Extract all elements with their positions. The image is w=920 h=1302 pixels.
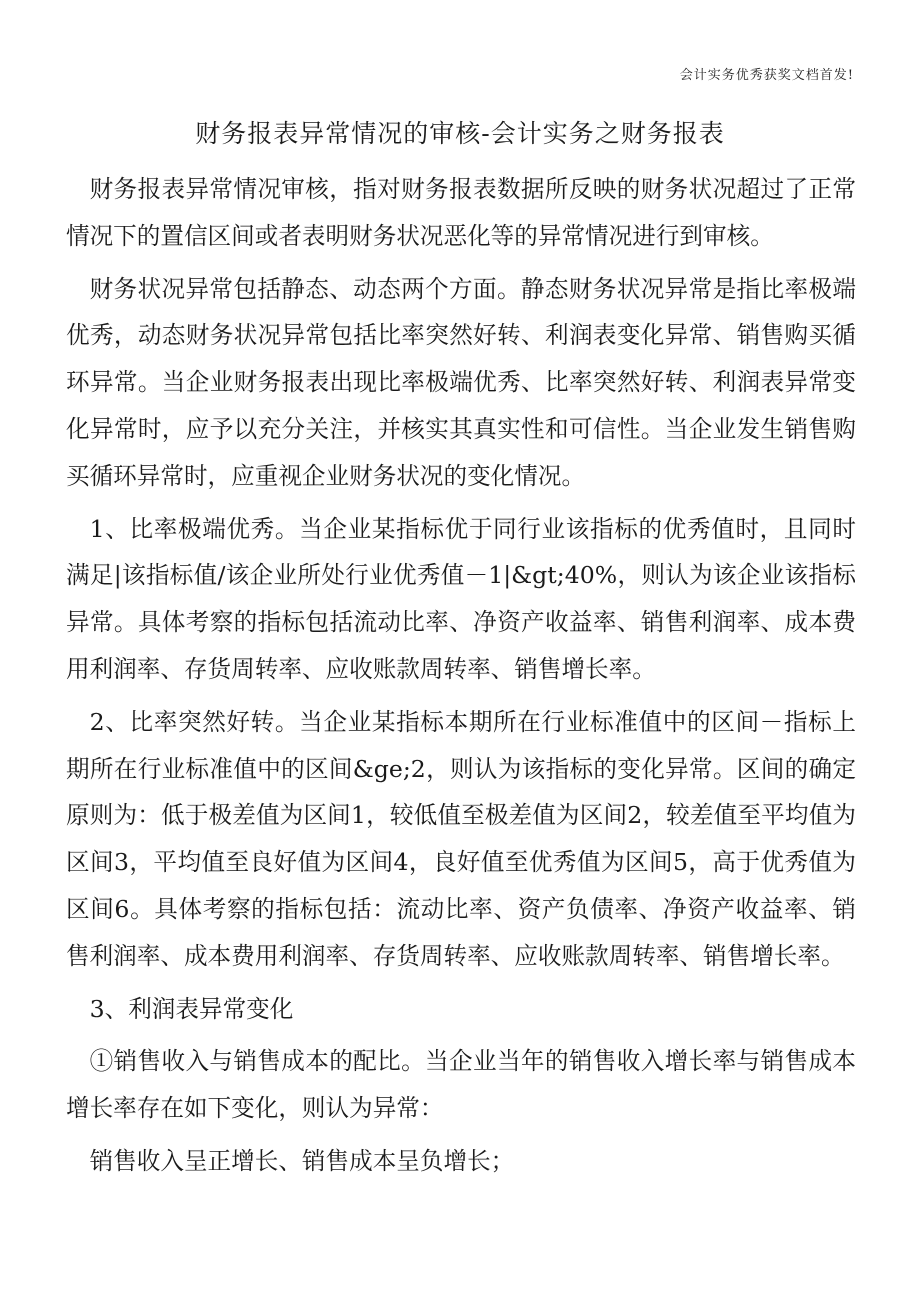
paragraph-intro: 财务报表异常情况审核，指对财务报表数据所反映的财务状况超过了正常情况下的置信区间或者表明财务状况恶化等的异常情况进行到审核。 — [66, 175, 856, 250]
paragraph-overview: 财务状况异常包括静态、动态两个方面。静态财务状况异常是指比率极端优秀，动态财务状况异常包括比率突然好转、利润表变化异常、销售购买循环异常。当企业财务报表出现比率极端优秀、比率突然好转、利润表异常变化异常时，应予以充分关注，并核实其真实性和可信性。当企业发生销售购买循环异常时，应重视企业财务状况的变化情况。 — [66, 274, 856, 490]
header-note: 会计实务优秀获奖文档首发! — [679, 68, 854, 83]
page-title: 财务报表异常情况的审核-会计实务之财务报表 — [195, 119, 725, 148]
paragraph-sales-cost-match: ①销售收入与销售成本的配比。当企业当年的销售收入增长率与销售成本增长率存在如下变化，则认为异常： — [66, 1047, 856, 1123]
paragraph-item-3-heading: 3、利润表异常变化 — [89, 994, 294, 1023]
paragraph-item-1: 1、比率极端优秀。当企业某指标优于同行业该指标的优秀值时，且同时满足|该指标值/该企业所处行业优秀值－1|&gt;40%，则认为该企业该指标异常。具体考察的指标包括流动比率、净资产收益率、销售利润率、成本费用利润率、存货周转率、应收账款周转率、销售增长率。 — [66, 514, 856, 683]
paragraph-item-2: 2、比率突然好转。当企业某指标本期所在行业标准值中的区间－指标上期所在行业标准值中的区间&ge;2，则认为该指标的变化异常。区间的确定原则为：低于极差值为区间1，较低值至极差值为区间2，较差值至平均值为区间3，平均值至良好值为区间4，良好值至优秀值为区间5，高于优秀值为区间6。具体考察的指标包括：流动比率、资产负债率、净资产收益率、销售利润率、成本费用利润率、存货周转率、应收账款周转率、销售增长率。 — [66, 707, 856, 970]
paragraph-sales-condition: 销售收入呈正增长、销售成本呈负增长； — [89, 1146, 515, 1175]
document-body — [66, 166, 856, 1191]
